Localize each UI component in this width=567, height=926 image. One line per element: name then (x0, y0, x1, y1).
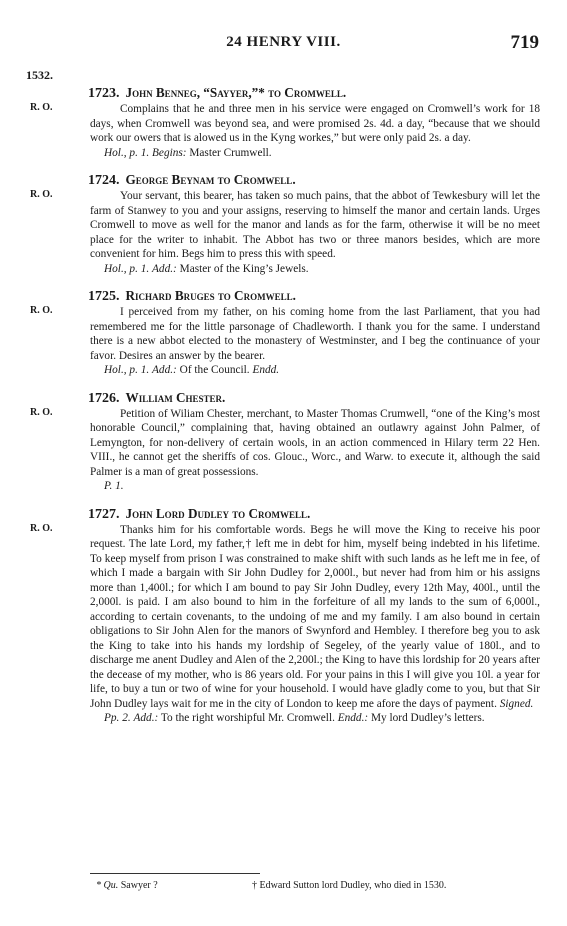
entry-heading (88, 505, 541, 523)
source-marker: R. O. (30, 406, 53, 418)
source-marker: R. O. (30, 522, 53, 534)
entry-number: 1727. (88, 506, 120, 522)
footnote-rule (90, 873, 260, 874)
note-key-endorsed: Endd.: (337, 712, 369, 724)
entry-number: 1723. (88, 86, 120, 101)
entries-list (0, 84, 567, 737)
entry-number: 1724. (88, 173, 120, 188)
note-text: Master Crumwell. (189, 146, 272, 159)
note-text: Master of the King’s Jewels. (179, 262, 309, 275)
entry-1724 (0, 171, 567, 276)
footnote-1-text: Sawyer ? (120, 880, 158, 891)
entry-note (104, 262, 540, 277)
footnote-1 (96, 880, 158, 891)
entry-note (104, 363, 540, 378)
signed-mark: Signed. (499, 697, 534, 710)
page-number: 719 (510, 32, 539, 53)
entry-title: John Lord Dudley to Cromwell. (125, 505, 311, 521)
entry-note (104, 146, 540, 161)
source-marker: R. O. (30, 189, 53, 200)
entry-heading (88, 171, 541, 189)
footnote-2: † Edward Sutton lord Dudley, who died in 1530. (252, 880, 447, 891)
entry-number: 1726. (88, 390, 120, 406)
note-key: Add.: (152, 364, 177, 376)
footnote-1-mark: * Qu. (96, 880, 119, 891)
entry-body: I perceived from my father, on his coming home from the last Parliament, that you had remembered me for the little parsonage of Chadleworth. I thank you for the same. I understand there is a new abbot elected to the monastery of Westminster, and I beg the continuance of your favor. Desires an answer by the bearer. (90, 306, 540, 362)
source-marker: R. O. (30, 305, 53, 316)
entry-body-text: Thanks him for his comfortable words. Begs he will move the King to receive his poor request. The late Lord, my father,† left me in debt for him, myself being indebted in his lifetime. To keep myself from prison I was constrained to make shift with such lands as he left me in fee, of which I made a bargain with Sir John Dudley for 2,000l., but never had from him or his assigns more than 1,400l.; for which I am bound to pay Sir John Dudley, every 12th May, 400l., until the 2,000l. is paid. I am also bound to him in the forfeiture of all my lands to the sum of 6,000l., according to certain covenants, to the undoing of me and my family. I am also bound in certain obligations to Sir John Alen for the manors of Swynford and Hembley. I therefore beg you to ask the King to take into his hands my lordship of Segeley, of the yearly value of 180l., and to discharge me anent Dudley and Alen of the 2,200l.; the King to have this lordship for 20 years after the decease of my mother, who is 86 years old. For your pains in this I will give you 10l. a year for life, to buy a tun or two of wine for your household. I would have gladly come to you, but that Sir John Dudley lays wait for me in the city of London to keep me afore the days of payment. (90, 523, 540, 710)
note-key-endorsed: Endd. (252, 364, 280, 376)
entry-1723 (0, 84, 567, 160)
entry-body (90, 523, 540, 712)
note-text-endorsed: My lord Dudley’s letters. (371, 712, 485, 724)
entry-heading (88, 84, 541, 102)
note-key: Add.: (152, 262, 177, 275)
entry-body: Petition of Wiliam Chester, merchant, to Master Thomas Crumwell, “one of the King’s most honorable Council,” complaining that, having obtained an outlawry against John Palmer, of Lemyngton, for non-delivery of certain wools, in an action commenced in Hilary term 22 Hen. VIII., he cannot get the sheriffs of cos. Glouc., Worc., and Warw. to execute it, although the said Palmer is a man of great possessions. (90, 407, 540, 478)
entry-title: John Benneg, “Sayyer,”* to Cromwell. (125, 85, 347, 100)
entry-title: Richard Bruges to Cromwell. (125, 288, 296, 303)
note-key: Add.: (133, 712, 159, 724)
running-head-title: 24 HENRY VIII. (226, 34, 341, 50)
note-label: Hol., p. 1. (104, 262, 150, 275)
note-label: P. 1. (104, 480, 124, 492)
entry-1725 (0, 287, 567, 378)
entry-body: Complains that he and three men in his service were engaged on Cromwell’s work for 18 days, when Cromwell was beyond sea, and were promised 2s. 4d. a day, “because that we should work our owers that is alowed us in the Kyng workes,” but were only paid 2s. a day. (90, 103, 540, 144)
entry-title: William Chester. (125, 389, 226, 405)
entry-1727 (0, 505, 567, 726)
note-label: Pp. 2. (104, 712, 131, 724)
note-key: Begins: (152, 146, 187, 159)
entry-body: Your servant, this bearer, has taken so much pains, that the abbot of Tewkesbury will let the farm of Stanwey to you and your assigns, reserving to himself the manor and certain lands. Urges Cromwell to move as well for the manor and lands as for the farm, otherwise it will be no meet place for the writer to inhabit. The Abbot has two or three manors besides, which are more convenient for him. Begs him to press this with speed. (90, 190, 540, 260)
year-marker: 1532. (26, 68, 53, 82)
entry-note (104, 479, 540, 494)
entry-1726 (0, 389, 567, 494)
source-marker: R. O. (30, 102, 53, 113)
entry-note (104, 711, 540, 726)
running-head (0, 32, 567, 56)
entry-title: George Beynam to Cromwell. (125, 172, 296, 187)
entry-number: 1725. (88, 289, 120, 304)
entry-heading (88, 389, 541, 407)
note-label: Hol., p. 1. (104, 146, 150, 159)
entry-heading (88, 287, 541, 305)
note-label: Hol., p. 1. (104, 364, 150, 376)
note-text: To the right worshipful Mr. Cromwell. (160, 712, 335, 724)
note-text: Of the Council. (179, 364, 250, 376)
